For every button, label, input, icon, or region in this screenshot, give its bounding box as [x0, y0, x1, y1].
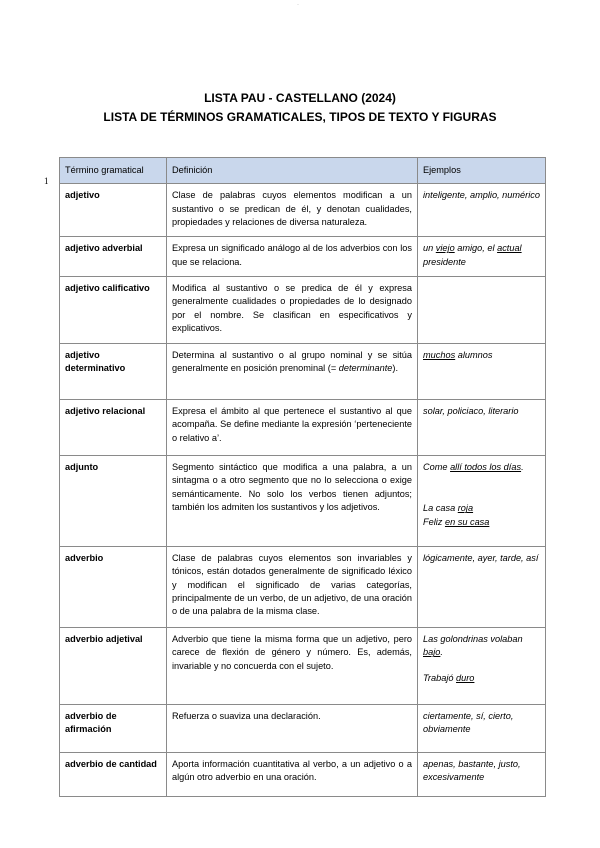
table-row	[60, 344, 546, 400]
table-row	[60, 237, 546, 277]
table-row	[60, 547, 546, 628]
examples-cell: inteligente, amplio, numérico	[418, 184, 546, 237]
term-cell: adverbio adjetival	[60, 628, 167, 705]
table-row	[60, 705, 546, 753]
example-text: Las golondrinas volaban	[423, 634, 523, 645]
example-text: Come	[423, 462, 451, 473]
example-underlined: roja	[457, 503, 474, 514]
example-underlined: actual	[497, 243, 522, 254]
term-cell: adverbio de cantidad	[60, 753, 167, 797]
definition-cell: Modifica al sustantivo o se predica de él y expresa generalmente cualidades o propiedades de lo designado por el nombre. Se clasifican en especificativos y explicativos.	[167, 277, 418, 344]
examples-cell: apenas, bastante, justo, excesivamente	[418, 753, 546, 797]
example-underlined: duro	[456, 672, 475, 683]
term-cell: adjetivo determinativo	[60, 344, 167, 400]
definition-cell: Refuerza o suaviza una declaración.	[167, 705, 418, 753]
table-row	[60, 628, 546, 705]
definition-cell: Segmento sintáctico que modifica a una palabra, a un sintagma o a otro segmento que no lo selecciona o exige semánticamente. No solo los verbos tienen adjuntos; también los admiten los sustantivos y los adjetivos.	[167, 456, 418, 547]
examples-cell	[418, 237, 546, 277]
example-text: .	[440, 647, 443, 658]
example-line	[423, 502, 540, 515]
definition-cell: Expresa un significado análogo al de los adverbios con los que se relaciona.	[167, 237, 418, 277]
table-row	[60, 400, 546, 456]
example-text: un	[423, 243, 436, 254]
page-mark: ·	[297, 2, 299, 8]
example-text: La casa	[423, 503, 458, 514]
definition-text: Determina al sustantivo o al grupo nominal y se sitúa generalmente en posición prenominal (=	[172, 350, 412, 374]
example-text: .	[521, 462, 524, 473]
example-underlined: bajo	[423, 647, 441, 658]
examples-cell: solar, policiaco, literario	[418, 400, 546, 456]
example-line	[423, 672, 540, 685]
term-cell: adjunto	[60, 456, 167, 547]
table-row	[60, 753, 546, 797]
definition-text: ).	[392, 363, 399, 374]
term-cell: adjetivo calificativo	[60, 277, 167, 344]
examples-cell: lógicamente, ayer, tarde, así	[418, 547, 546, 628]
examples-cell	[418, 628, 546, 705]
example-line	[423, 461, 540, 474]
examples-cell	[418, 277, 546, 344]
definition-cell: Expresa el ámbito al que pertenece el sustantivo al que acompaña. Se define mediante la expresión ‘perteneciente o relativo a’.	[167, 400, 418, 456]
example-text: amigo, el	[454, 243, 498, 254]
definition-cell: Clase de palabras cuyos elementos son invariables y tónicos, están dotados generalmente de significado léxico y modifican el significado de varias categorías, principalmente de un verbo, de un adjetivo, de una oración o de una palabra de la misma clase.	[167, 547, 418, 628]
document-title: LISTA PAU - CASTELLANO (2024)	[204, 91, 396, 105]
term-cell: adjetivo	[60, 184, 167, 237]
definition-cell: Aporta información cuantitativa al verbo, a un adjetivo o a algún otro adverbio en una oración.	[167, 753, 418, 797]
table-header-row	[60, 158, 546, 184]
example-underlined: viejo	[435, 243, 455, 254]
examples-cell	[418, 344, 546, 400]
example-underlined: muchos	[423, 350, 456, 361]
table-row	[60, 184, 546, 237]
term-cell: adverbio	[60, 547, 167, 628]
example-line	[423, 633, 540, 660]
definition-emphasis: determinante	[338, 363, 393, 374]
example-underlined: en su casa	[444, 516, 490, 527]
header-examples: Ejemplos	[418, 158, 546, 184]
table-row	[60, 277, 546, 344]
definition-cell	[167, 344, 418, 400]
example-text: Trabajó	[423, 672, 457, 683]
header-definition: Definición	[167, 158, 418, 184]
example-text: Feliz	[423, 516, 445, 527]
table-row	[60, 456, 546, 547]
definition-cell: Clase de palabras cuyos elementos modifican a un sustantivo o se predican de él, y denotan cualidades, propiedades y relaciones de diversa naturaleza.	[167, 184, 418, 237]
example-text: alumnos	[455, 350, 493, 361]
examples-cell	[418, 456, 546, 547]
term-cell: adjetivo adverbial	[60, 237, 167, 277]
example-line	[423, 516, 540, 529]
example-underlined: allí todos los días	[450, 462, 522, 473]
document-subtitle: LISTA DE TÉRMINOS GRAMATICALES, TIPOS DE TEXTO Y FIGURAS	[103, 110, 497, 124]
examples-cell: ciertamente, sí, cierto, obviamente	[418, 705, 546, 753]
glossary-table	[59, 157, 546, 797]
page-number: 1	[44, 176, 49, 186]
header-term: Término gramatical	[60, 158, 167, 184]
example-text: presidente	[423, 256, 466, 267]
term-cell: adverbio de afirmación	[60, 705, 167, 753]
definition-cell: Adverbio que tiene la misma forma que un adjetivo, pero carece de flexión de género y número. Es, además, invariable y no concuerda con el sujeto.	[167, 628, 418, 705]
term-cell: adjetivo relacional	[60, 400, 167, 456]
